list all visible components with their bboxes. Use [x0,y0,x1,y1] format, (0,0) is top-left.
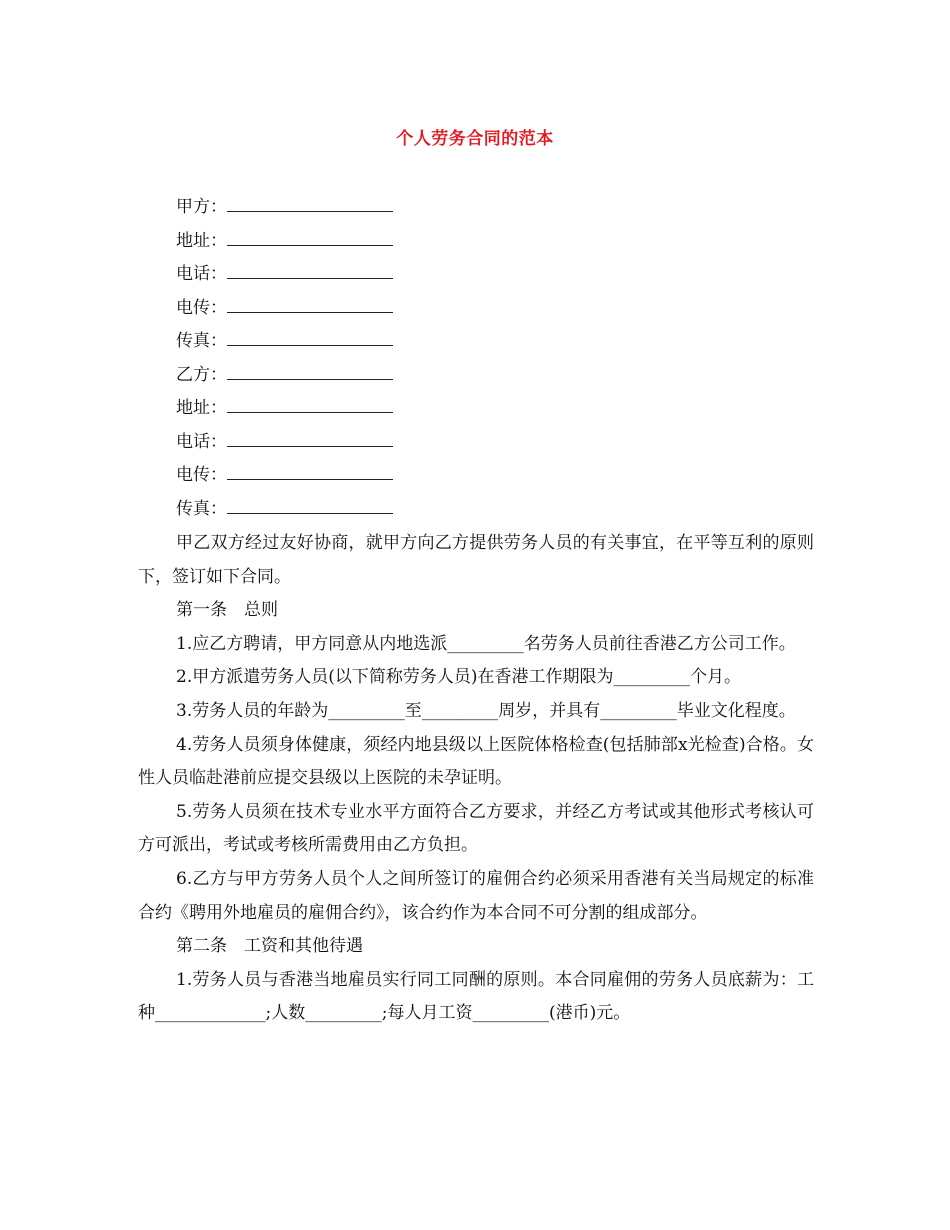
blank-line [227,230,393,246]
party-a-address-field [176,227,393,261]
field-label: 传真： [176,331,227,351]
article-2-heading: 第二条 工资和其他待遇 [176,936,363,957]
party-b-fax-field [176,495,393,529]
field-label: 电话： [176,264,227,284]
article-1-item: 5.劳务人员须在技术专业水平方面符合乙方要求，并经乙方考试或其他形式考核认可方可派出，考试或考核所需费用由乙方负担。 [138,801,814,856]
field-label: 电传： [176,297,227,318]
party-b-address-field [176,394,393,428]
party-a-phone-field [176,260,393,294]
blank-line [227,330,393,346]
article-1-heading: 第一条 总则 [176,600,278,621]
field-label: 传真： [176,498,227,519]
article-2-item: 1.劳务人员与香港当地雇员实行同工同酬的原则。本合同雇佣的劳务人员底薪为：工种_____________;人数_________;每人月工资_________(港币)元。 [138,969,814,1024]
blank-line [227,364,393,380]
blank-line [227,498,393,514]
field-label: 乙方： [176,364,227,385]
party-fields [176,193,393,528]
blank-line [227,397,393,413]
article-1-item: 2.甲方派遣劳务人员(以下简称劳务人员)在香港工作期限为_________个月。 [176,667,741,688]
intro-paragraph: 甲乙双方经过友好协商，就甲方向乙方提供劳务人员的有关事宜，在平等互利的原则下，签订如下合同。 [138,533,814,587]
article-1-item: 3.劳务人员的年龄为_________至_________周岁，并具有_________毕业文化程度。 [176,700,796,721]
blank-line [227,196,393,212]
party-b-field [176,361,393,395]
field-label: 地址： [176,230,227,251]
party-b-telex-field [176,461,393,495]
article-1-item: 6.乙方与甲方劳务人员个人之间所签订的雇佣合约必须采用香港有关当局规定的标准合约《聘用外地雇员的雇佣合约》，该合约作为本合同不可分割的组成部分。 [138,868,814,923]
article-1-item: 4.劳务人员须身体健康，须经内地县级以上医院体格检查(包括肺部x光检查)合格。女性人员临赴港前应提交县级以上医院的未孕证明。 [138,734,814,789]
document-title: 个人劳务合同的范本 [396,129,554,149]
article-1-item: 1.应乙方聘请，甲方同意从内地选派_________名劳务人员前往香港乙方公司工作。 [176,633,796,654]
field-label: 电传： [176,465,227,485]
party-a-fax-field [176,327,393,361]
field-label: 地址： [176,398,227,418]
blank-line [227,464,393,480]
blank-line [227,431,393,447]
blank-line [227,297,393,313]
field-label: 甲方： [176,197,227,217]
party-a-telex-field [176,294,393,328]
contract-body [138,527,814,1031]
field-label: 电话： [176,431,227,452]
party-a-field [176,193,393,227]
party-b-phone-field [176,428,393,462]
blank-line [227,263,393,279]
